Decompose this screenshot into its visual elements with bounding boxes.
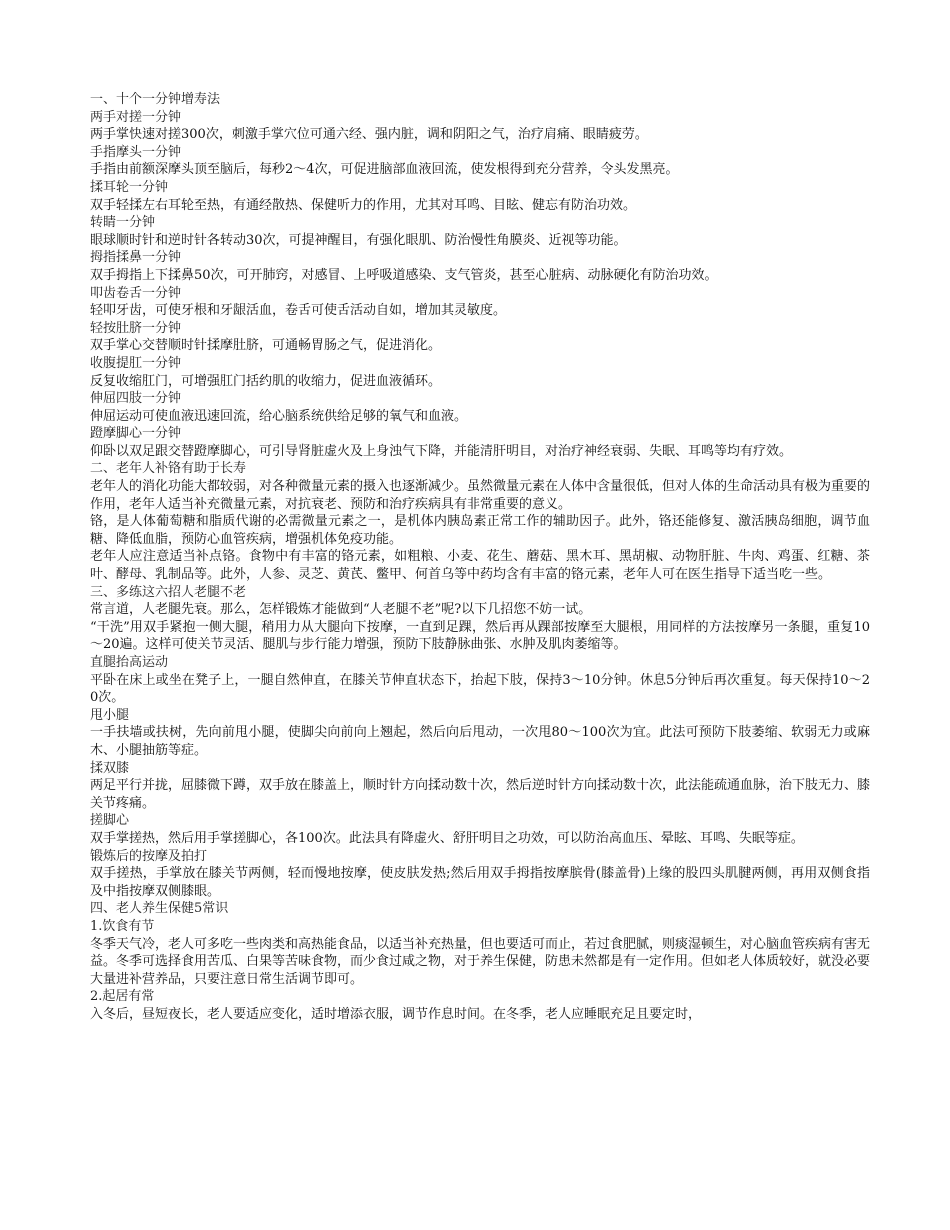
- paragraph: 双手搓热，手掌放在膝关节两侧，轻而慢地按摩，使皮肤发热;然后用双手拇指按摩膑骨(膝盖骨)上缘的股四头肌腱两侧，再用双侧食指及中指按摩双侧膝眼。: [90, 866, 870, 899]
- paragraph: 冬季天气冷，老人可多吃一些肉类和高热能食品，以适当补充热量，但也要适可而止，若过食肥腻，则痰湿顿生，对心脑血管疾病有害无益。冬季可选择食用苦瓜、白果等苦味食物，而少食过咸之物，对于养生保健，防患未然都是有一定作用。但如老人体质较好，就没必要大量进补营养品，只要注意日常生活调节即可。: [90, 936, 871, 987]
- paragraph: 两手掌快速对搓300次，刺激手掌穴位可通六经、强内脏，调和阴阳之气，治疗肩痛、眼睛疲劳。: [90, 127, 648, 143]
- section-heading: 四、老人养生保健5常识: [90, 901, 229, 917]
- section-heading: 三、多练这六招人老腿不老: [90, 584, 247, 600]
- subheading: 手指摩头一分钟: [90, 144, 182, 160]
- subheading: 收腹提肛一分钟: [90, 355, 182, 371]
- document-page: [90, 91, 870, 1023]
- paragraph: 眼球顺时针和逆时针各转动30次，可提神醒目，有强化眼肌、防治慢性角膜炎、近视等功能。: [90, 232, 627, 248]
- subheading: 蹬摩脚心一分钟: [90, 426, 182, 442]
- paragraph: 老年人应注意适当补点铬。食物中有丰富的铬元素，如粗粮、小麦、花生、蘑菇、黑木耳、黑胡椒、动物肝脏、牛肉、鸡蛋、红糖、茶叶、酵母、乳制品等。此外，人参、灵芝、黄芪、鳖甲、何首乌等中药均含有丰富的铬元素，老年人可在医生指导下适当吃一些。: [90, 549, 870, 583]
- subheading: 揉耳轮一分钟: [90, 179, 169, 195]
- subheading: 两手对搓一分钟: [90, 109, 182, 125]
- paragraph: 一手扶墙或扶树，先向前甩小腿，使脚尖向前向上翘起，然后向后甩动，一次甩80～100次为宜。此法可预防下肢萎缩、软弱无力或麻木、小腿抽筋等症。: [90, 725, 870, 758]
- paragraph: 老年人的消化功能大都较弱，对各种微量元素的摄入也逐渐减少。虽然微量元素在人体中含量很低，但对人体的生命活动具有极为重要的作用，老年人适当补充微量元素，对抗衰老、预防和治疗疾病具有非常重要的意义。: [90, 479, 871, 512]
- subheading: 直腿抬高运动: [90, 655, 169, 670]
- paragraph: 双手掌搓热，然后用手掌搓脚心，各100次。此法具有降虚火、舒肝明目之功效，可以防治高血压、晕眩、耳鸣、失眠等症。: [90, 830, 804, 846]
- paragraph: “干洗”用双手紧抱一侧大腿，稍用力从大腿向下按摩，一直到足踝，然后再从踝部按摩至大腿根，用同样的方法按摩另一条腿，重复10～20遍。这样可使关节灵活、腿肌与步行能力增强，预防下肢静脉曲张、水肿及肌肉萎缩等。: [90, 619, 870, 653]
- paragraph: 双手掌心交替顺时针揉摩肚脐，可通畅胃肠之气，促进消化。: [90, 338, 442, 354]
- paragraph: 常言道，人老腿先衰。那么，怎样锻炼才能做到“人老腿不老”呢?以下几招您不妨一试。: [90, 602, 592, 618]
- section-heading: 一、十个一分钟增寿法: [90, 92, 221, 107]
- paragraph: 反复收缩肛门，可增强肛门括约肌的收缩力，促进血液循环。: [90, 373, 442, 389]
- subheading: 叩齿卷舌一分钟: [90, 285, 182, 301]
- subheading: 甩小腿: [90, 707, 130, 723]
- paragraph: 入冬后，昼短夜长，老人要适应变化，适时增添衣服，调节作息时间。在冬季，老人应睡眠充足且要定时，: [90, 1006, 702, 1022]
- subheading: 轻按肚脐一分钟: [90, 320, 182, 336]
- subheading: 2.起居有常: [90, 989, 155, 1005]
- subheading: 伸屈四肢一分钟: [90, 391, 182, 407]
- subheading: 搓脚心: [90, 813, 130, 829]
- subheading: 拇指揉鼻一分钟: [90, 250, 182, 266]
- subheading: 锻炼后的按摩及拍打: [90, 848, 208, 864]
- paragraph: 轻叩牙齿，可使牙根和牙龈活血，卷舌可使舌活动自如，增加其灵敏度。: [90, 303, 507, 319]
- paragraph: 两足平行并拢，屈膝微下蹲，双手放在膝盖上，顺时针方向揉动数十次，然后逆时针方向揉动数十次，此法能疏通血脉，治下肢无力、膝关节疼痛。: [90, 778, 871, 811]
- paragraph: 双手轻揉左右耳轮至热，有通经散热、保健听力的作用，尤其对耳鸣、目眩、健忘有防治功效。: [90, 197, 637, 213]
- paragraph: 双手拇指上下揉鼻50次，可开肺窍，对感冒、上呼吸道感染、支气管炎，甚至心脏病、动脉硬化有防治功效。: [90, 267, 718, 283]
- paragraph: 仰卧以双足跟交替蹬摩脚心，可引导肾脏虚火及上身浊气下降，并能清肝明目，对治疗神经衰弱、失眠、耳鸣等均有疗效。: [90, 443, 793, 459]
- subheading: 1.饮食有节: [90, 918, 155, 934]
- section-heading: 二、老年人补铬有助于长寿: [90, 461, 247, 477]
- paragraph: 伸屈运动可使血液迅速回流，给心脑系统供给足够的氧气和血液。: [90, 408, 468, 424]
- paragraph: 铬，是人体葡萄糖和脂质代谢的必需微量元素之一，是机体内胰岛素正常工作的辅助因子。此外，铬还能修复、激活胰岛细胞，调节血糖、降低血脂，预防心血管疾病，增强机体免疫功能。: [90, 514, 870, 547]
- subheading: 揉双膝: [90, 760, 130, 776]
- paragraph: 手指由前额深摩头顶至脑后，每秒2～4次，可促进脑部血液回流，使发根得到充分营养，令头发黑亮。: [90, 162, 679, 178]
- paragraph: 平卧在床上或坐在凳子上，一腿自然伸直，在膝关节伸直状态下，抬起下肢，保持3～10分钟。休息5分钟后再次重复。每天保持10～20次。: [90, 672, 870, 706]
- subheading: 转睛一分钟: [90, 215, 156, 231]
